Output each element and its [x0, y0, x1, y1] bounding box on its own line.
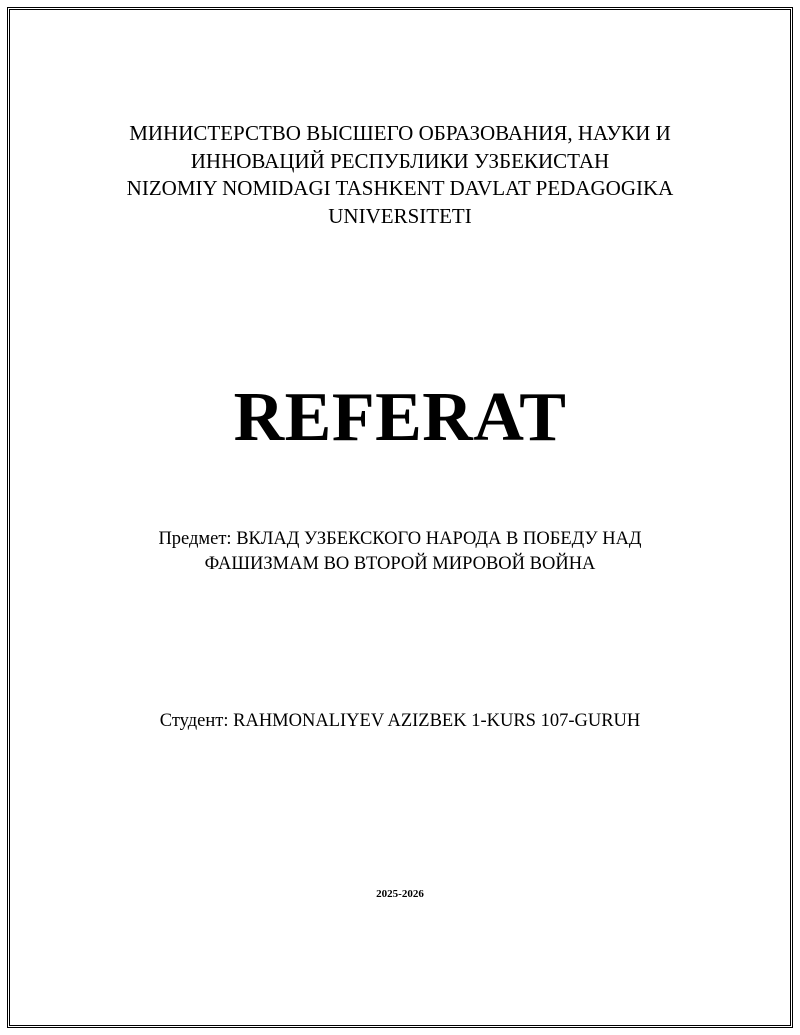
- subject-block: [0, 527, 800, 577]
- institution-header: [0, 120, 800, 230]
- header-line-3: NIZOMIY NOMIDAGI TASHKENT DAVLAT PEDAGOGIKA: [126, 176, 674, 200]
- student-info: Студент: RAHMONALIYEV AZIZBEK 1-KURS 107-GURUH: [159, 711, 641, 731]
- header-line-1: МИНИСТЕРСТВО ВЫСШЕГО ОБРАЗОВАНИЯ, НАУКИ И: [129, 121, 671, 145]
- academic-year: 2025-2026: [376, 888, 424, 900]
- subject-line-1: Предмет: ВКЛАД УЗБЕКСКОГО НАРОДА В ПОБЕДУ НАД: [158, 529, 642, 549]
- header-line-2: ИННОВАЦИЙ РЕСПУБЛИКИ УЗБЕКИСТАН: [190, 148, 610, 173]
- header-line-4: UNIVERSITETI: [328, 203, 472, 228]
- document-title: REFERAT: [233, 379, 567, 456]
- subject-line-2: ФАШИЗМАМ ВО ВТОРОЙ МИРОВОЙ ВОЙНА: [204, 554, 596, 574]
